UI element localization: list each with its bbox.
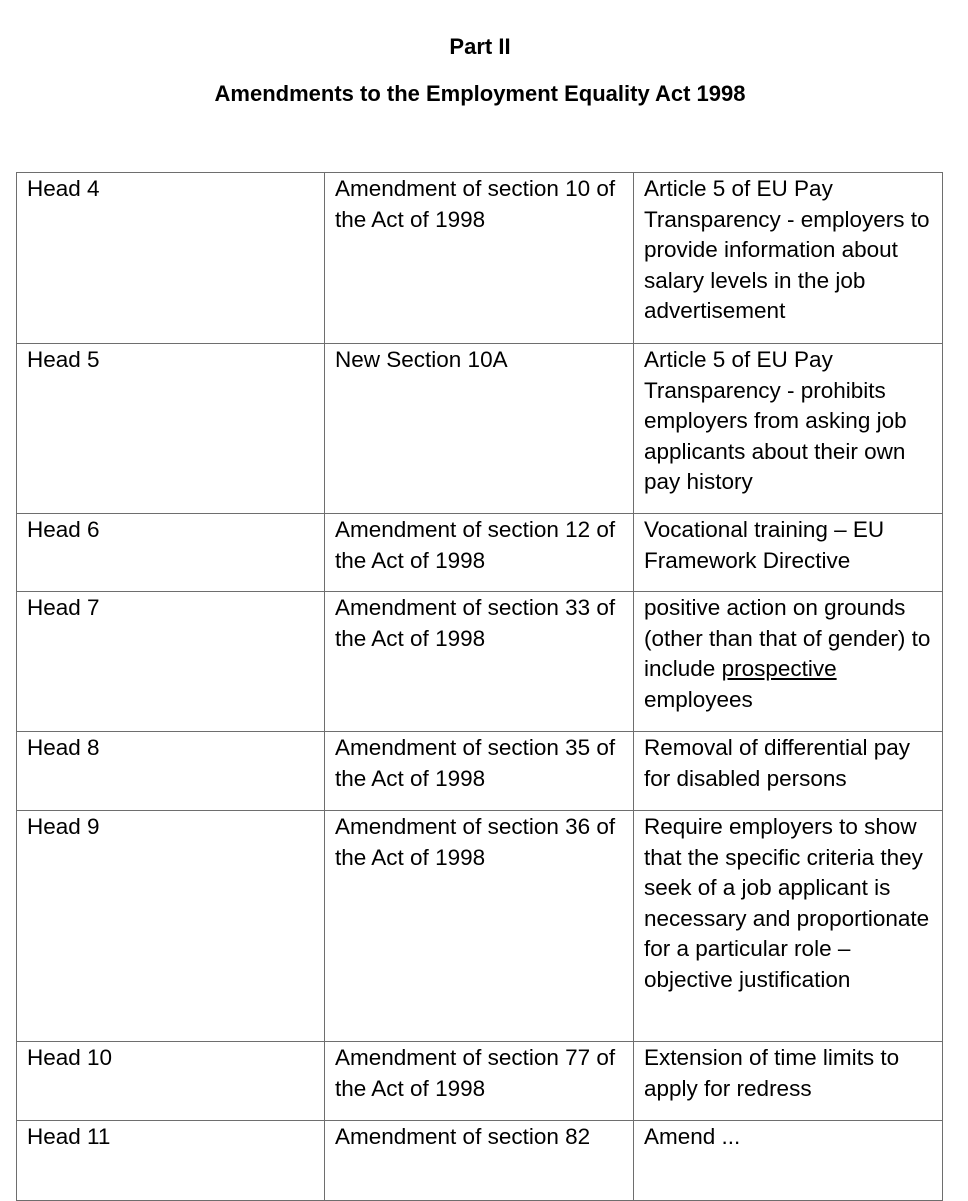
description-cell: Article 5 of EU Pay Transparency - employers to provide information about salary levels in the job advertisement — [634, 173, 943, 344]
description-cell: Amend ... — [634, 1121, 943, 1201]
heads-table — [16, 172, 943, 1201]
description-cell: Article 5 of EU Pay Transparency - prohibits employers from asking job applicants about their own pay history — [634, 344, 943, 514]
description-cell: Removal of differential pay for disabled persons — [634, 732, 943, 811]
provision-cell: Amendment of section 82 — [325, 1121, 634, 1201]
head-cell: Head 10 — [17, 1042, 325, 1121]
table-row-head-9 — [17, 811, 943, 1042]
description-cell: Extension of time limits to apply for redress — [634, 1042, 943, 1121]
provision-cell: Amendment of section 77 of the Act of 1998 — [325, 1042, 634, 1121]
underlined-text: prospective — [721, 656, 837, 681]
part-title: Part II — [449, 34, 511, 59]
table-row-head-6 — [17, 514, 943, 592]
table-row-head-10 — [17, 1042, 943, 1121]
head-cell: Head 5 — [17, 344, 325, 514]
provision-cell: Amendment of section 10 of the Act of 1998 — [325, 173, 634, 344]
description-cell: Vocational training – EU Framework Directive — [634, 514, 943, 592]
provision-cell: Amendment of section 36 of the Act of 1998 — [325, 811, 634, 1042]
act-title: Amendments to the Employment Equality Act 1998 — [214, 81, 746, 106]
provision-cell: Amendment of section 35 of the Act of 1998 — [325, 732, 634, 811]
head-cell: Head 8 — [17, 732, 325, 811]
provision-cell: Amendment of section 12 of the Act of 1998 — [325, 514, 634, 592]
description-cell: Require employers to show that the specific criteria they seek of a job applicant is necessary and proportionate for a particular role – objective justification — [634, 811, 943, 1042]
table-row-head-7 — [17, 592, 943, 732]
head-cell: Head 9 — [17, 811, 325, 1042]
description-text: positive action on grounds (other than that of gender) to include — [644, 595, 931, 681]
head-cell: Head 6 — [17, 514, 325, 592]
head-cell: Head 7 — [17, 592, 325, 732]
table-row-head-11 — [17, 1121, 943, 1201]
description-cell — [634, 592, 943, 732]
head-cell: Head 4 — [17, 173, 325, 344]
table-row-head-5 — [17, 344, 943, 514]
table-row-head-4 — [17, 173, 943, 344]
description-text: employees — [644, 686, 753, 712]
provision-cell: New Section 10A — [325, 344, 634, 514]
head-cell: Head 11 — [17, 1121, 325, 1201]
provision-cell: Amendment of section 33 of the Act of 1998 — [325, 592, 634, 732]
table-row-head-8 — [17, 732, 943, 811]
